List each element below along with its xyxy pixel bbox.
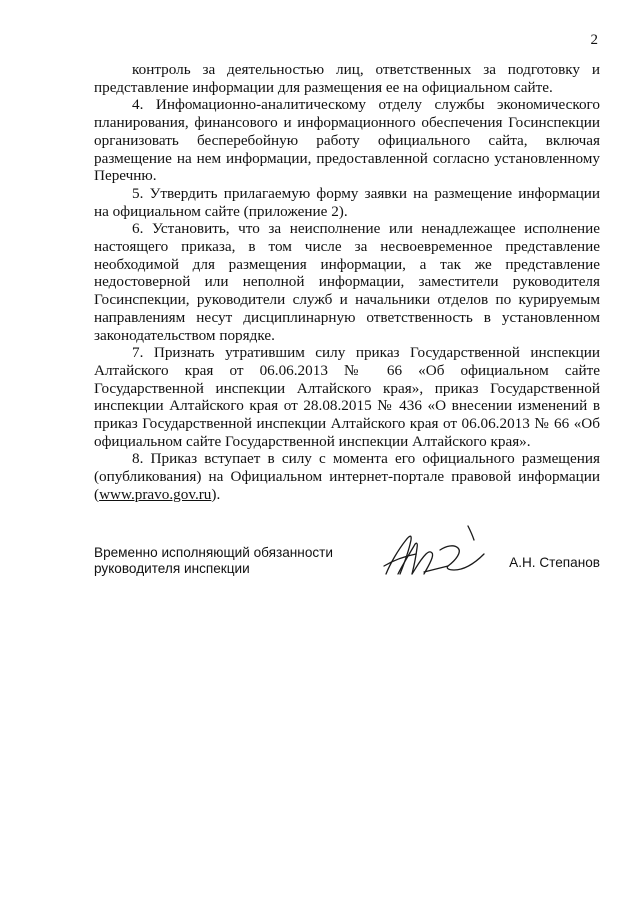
paragraph-item-7: 7. Признать утратившим силу приказ Государственной инспекции Алтайского края от 06.06.2013 № 66 «Об официальном сайте Государственной инспекции Алтайского края», приказ Государственной инспекции Алтайского края от 28.08.2015 № 436 «О внесении изменений в приказ Государственной инспекции Алтайского края от 06.06.2013 № 66 «Об официальном сайте Государственной инспекции Алтайского края».	[94, 344, 600, 450]
paragraph-item-8-text: 8. Приказ вступает в силу с момента его официального размещения (опубликования) на Официальном интернет-портале правовой информации (	[94, 450, 600, 503]
paragraph-item-4: 4. Инфомационно-аналитическому отделу службы экономического планирования, финансового и информационного обеспечения Госинспекции организовать бесперебойную работу официального сайта, включая размещение на нем информации, предоставленной согласно установленному Перечню.	[94, 96, 600, 185]
paragraph-item-8-end: ).	[211, 485, 221, 503]
signature-block	[94, 542, 600, 592]
document-body	[94, 61, 600, 504]
signatory-title-line-2: руководителя инспекции	[94, 560, 250, 576]
handwritten-signature	[376, 520, 496, 586]
paragraph-item-5: 5. Утвердить прилагаемую форму заявки на размещение информации на официальном сайте (приложение 2).	[94, 184, 600, 220]
page-number: 2	[590, 32, 598, 48]
signatory-title-line-1: Временно исполняющий обязанности	[94, 545, 333, 560]
paragraph-item-6: 6. Установить, что за неисполнение или ненадлежащее исполнение настоящего приказа, в том числе за несвоевременное представление необходимой для размещения информации, а так же представление недостоверной или неполной информации, заместители руководителя Госинспекции, руководители служб и начальники отделов по курируемым направлениям несут дисциплинарную ответственность в установленном законодательством порядке.	[94, 220, 600, 344]
pravo-portal-link[interactable]: www.pravo.gov.ru	[99, 485, 212, 503]
paragraph-item-8	[94, 450, 600, 503]
signatory-name: А.Н. Степанов	[509, 555, 600, 570]
signatory-title	[94, 545, 354, 576]
paragraph-continuation: контроль за деятельностью лиц, ответственных за подготовку и представление информации для размещения ее на официальном сайте.	[94, 61, 600, 96]
